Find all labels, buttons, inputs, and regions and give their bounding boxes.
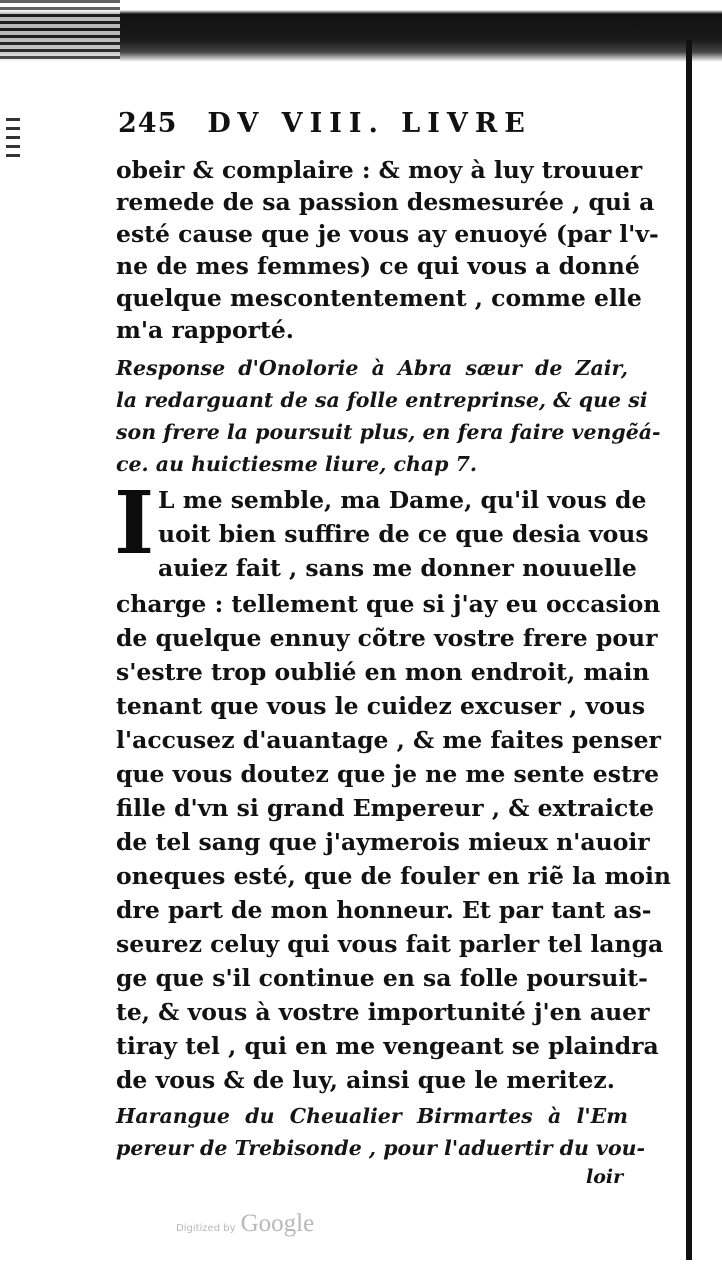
scan-margin-marks xyxy=(6,118,20,158)
section-heading-line: son frere la poursuit plus, en fera faire vengẽá- xyxy=(116,420,661,444)
drop-cap: I xyxy=(114,473,155,574)
text-line: obeir & complaire : & moy à luy trouuer xyxy=(116,156,643,184)
text-line: auiez fait , sans me donner nouuelle xyxy=(158,554,637,582)
text-line: dre part de mon honneur. Et par tant as- xyxy=(116,896,652,924)
text-line: te, & vous à vostre importunité j'en auer xyxy=(116,998,650,1026)
digitized-by-label: Digitized by xyxy=(176,1223,236,1234)
text-line: remede de sa passion desmesurée , qui a xyxy=(116,188,655,216)
text-line: charge : tellement que si j'ay eu occasion xyxy=(116,590,661,618)
text-line: quelque mescontentement , comme elle xyxy=(116,284,642,312)
text-line: tiray tel , qui en me vengeant se plaindra xyxy=(116,1032,659,1060)
text-line: m'a rapporté. xyxy=(116,316,294,344)
text-line: fille d'vn si grand Empereur , & extraicte xyxy=(116,794,655,822)
text-line: ge que s'il continue en sa folle poursuit- xyxy=(116,964,648,992)
catchword: loir xyxy=(586,1166,624,1188)
running-head xyxy=(118,108,532,148)
google-wordmark: Google xyxy=(240,1210,315,1237)
text-line: uoit bien suffire de ce que desia vous xyxy=(158,520,649,548)
section-heading-line: la redarguant de sa folle entreprinse, & que si xyxy=(116,388,648,412)
text-line: l'accusez d'auantage , & me faites penser xyxy=(116,726,661,754)
text-line: esté cause que je vous ay enuoyé (par l'v- xyxy=(116,220,659,248)
text-line: tenant que vous le cuidez excuser , vous xyxy=(116,692,646,720)
scan-top-shadow xyxy=(0,0,722,62)
page-number: 245 xyxy=(118,108,178,139)
text-line: ne de mes femmes) ce qui vous a donné xyxy=(116,252,640,280)
text-line: oneques esté, que de fouler en riẽ la moin xyxy=(116,862,672,890)
digitized-by-google-watermark xyxy=(176,1210,376,1244)
text-line: L me semble, ma Dame, qu'il vous de xyxy=(158,486,647,514)
section-heading-line: pereur de Trebisonde , pour l'aduertir du vou- xyxy=(116,1136,646,1160)
text-line: de vous & de luy, ainsi que le meritez. xyxy=(116,1066,615,1094)
section-heading-line: Harangue du Cheualier Birmartes à l'Em xyxy=(116,1104,628,1128)
text-line: de quelque ennuy cõtre vostre frere pour xyxy=(116,624,658,652)
section-heading-line: ce. au huictiesme liure, chap 7. xyxy=(116,452,478,476)
page-edge-shadow xyxy=(686,40,692,1260)
text-line: s'estre trop oublié en mon endroit, main xyxy=(116,658,650,686)
running-head-title: DV VIII. LIVRE xyxy=(207,108,532,139)
text-line: seurez celuy qui vous fait parler tel langa xyxy=(116,930,664,958)
section-heading-line: Response d'Onolorie à Abra sæur de Zair, xyxy=(116,356,628,380)
text-line: de tel sang que j'aymerois mieux n'auoir xyxy=(116,828,650,856)
text-line: que vous doutez que je ne me sente estre xyxy=(116,760,660,788)
